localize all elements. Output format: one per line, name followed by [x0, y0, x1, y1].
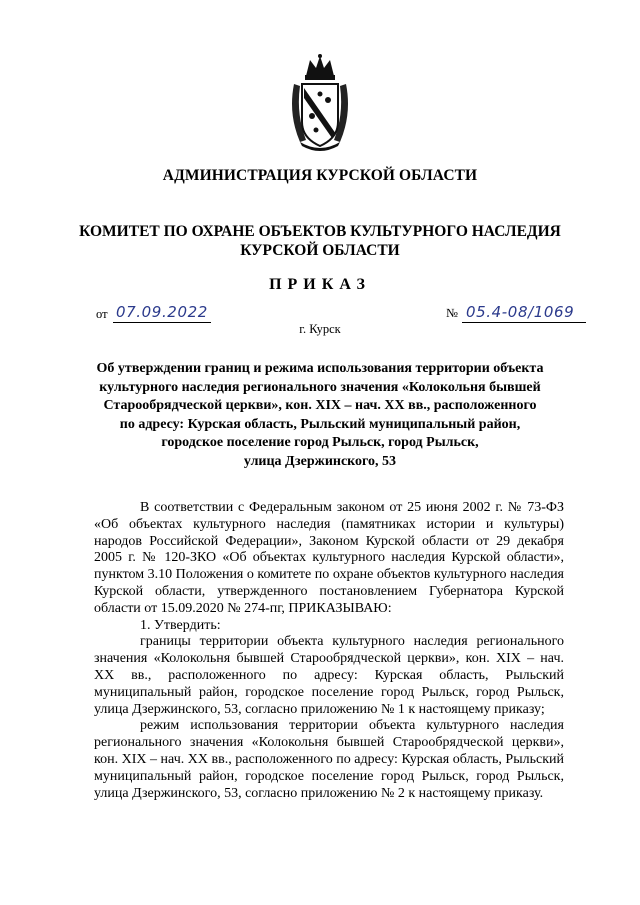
preamble-paragraph: В соответствии с Федеральным законом от 25 июня 2002 г. № 73-ФЗ «Об объектах культурного наследия (памятниках истории и культуры) народов Российской Федерации», Законом Курской области от 29 декабря 2005 г. № 120-ЗКО «Об объектах культурного наследия Курской области», пунктом 3.10 Положения о комитете по охране объектов культурного наследия Курской области, утвержденного постановлением Губернатора Курской области от 15.09.2020 № 274-пг, ПРИКАЗЫВАЮ:	[94, 500, 564, 616]
item-1-boundaries-paragraph: границы территории объекта культурного наследия регионального значения «Колокольня бывшей Старообрядческой церкви», кон. XIX – нач. XX вв., расположенного по адресу: Курская область, Рыльский муниципальный район, городское поселение город Рыльск, город Рыльск, улица Дзержинского, 53, согласно приложению № 1 к настоящему приказу;	[94, 634, 564, 717]
number-label: №	[446, 306, 458, 320]
administration-title: АДМИНИСТРАЦИЯ КУРСКОЙ ОБЛАСТИ	[162, 167, 478, 184]
subject-line: улица Дзержинского, 53	[243, 453, 397, 469]
subject-line: городское поселение город Рыльск, город Рыльск,	[161, 435, 479, 451]
subject-line: Об утверждении границ и режима использования территории объекта	[96, 361, 544, 376]
subject-line: культурного наследия регионального значения «Колокольня бывшей	[99, 379, 541, 395]
date-label: от	[96, 307, 108, 321]
subject-line: по адресу: Курская область, Рыльский муниципальный район,	[119, 416, 521, 432]
order-body	[94, 500, 564, 802]
handwritten-date: 07.09.2022	[116, 303, 208, 321]
subject-line: Старообрядческой церкви», кон. XIX – нач. XX вв., расположенного	[103, 398, 537, 414]
city-label: г. Курск	[299, 322, 341, 336]
committee-title-line2: КУРСКОЙ ОБЛАСТИ	[240, 242, 400, 259]
handwritten-number: 05.4-08/1069	[466, 303, 575, 321]
committee-title	[0, 222, 640, 260]
committee-title-line1: КОМИТЕТ ПО ОХРАНЕ ОБЪЕКТОВ КУЛЬТУРНОГО НАСЛЕДИЯ	[79, 223, 561, 240]
order-subject	[94, 360, 546, 472]
kursk-coat-of-arms-icon	[286, 54, 354, 154]
item-1-heading: 1. Утвердить:	[140, 617, 221, 633]
document-type-title: ПРИКАЗ	[269, 276, 371, 293]
item-1-regime-paragraph: режим использования территории объекта культурного наследия регионального значения «Колокольня бывшей Старообрядческой церкви», кон. XIX – нач. XX вв., расположенного по адресу: Курская область, Рыльский муниципальный район, городское поселение город Рыльск, город Рыльск, улица Дзержинского, 53, согласно приложению № 2 к настоящему приказу.	[94, 718, 564, 801]
